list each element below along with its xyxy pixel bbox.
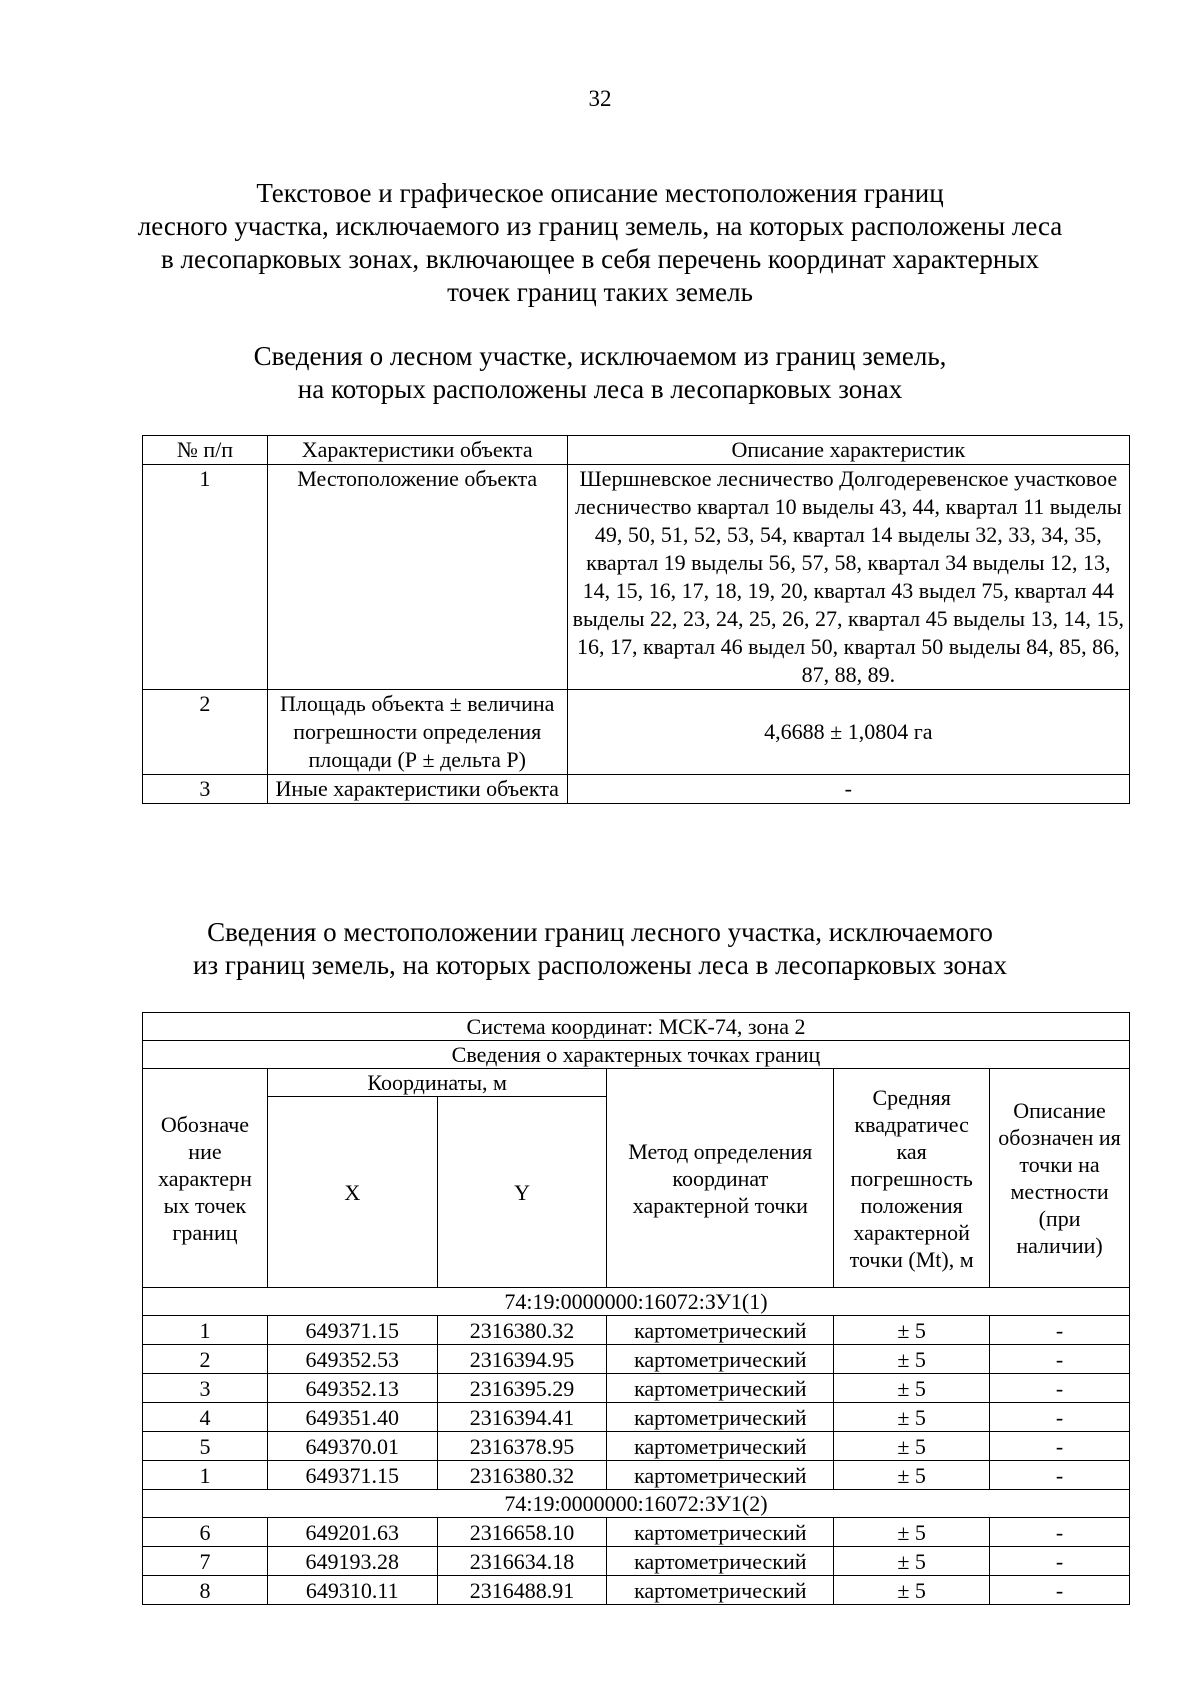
characteristic-value: Шершневское лесничество Долгодеревенское участковое лесничество квартал 10 выделы 43, 44, квартал 11 выделы 49, 50, 51, 52, 53, 54, квартал 14 выделы 32, 33, 34, 35, квартал 19 выделы 56, 57, 58, квартал 34 выделы 12, 13, 14, 15, 16, 17, 18, 19, 20, квартал 43 выдел 75, квартал 44 выделы 22, 23, 24, 25, 26, 27, квартал 45 выделы 13, 14, 15, 16, 17, квартал 46 выдел 50, квартал 50 выделы 84, 85, 86, 87, 88, 89.	[567, 465, 1129, 690]
accuracy: ± 5	[834, 1345, 990, 1374]
method: картометрический	[607, 1461, 834, 1490]
characteristic-value: 4,6688 ± 1,0804 га	[567, 690, 1129, 775]
table-row	[143, 1316, 1130, 1345]
page-number: 32	[588, 86, 612, 111]
coord-y: 2316658.10	[437, 1518, 607, 1547]
method: картометрический	[607, 1316, 834, 1345]
point-number: 6	[143, 1518, 268, 1547]
accuracy: ± 5	[834, 1316, 990, 1345]
coord-y: 2316394.41	[437, 1403, 607, 1432]
coord-x: 649352.13	[267, 1374, 437, 1403]
section-row	[143, 1288, 1130, 1316]
column-header: Описание характеристик	[567, 436, 1129, 465]
point-number: 4	[143, 1403, 268, 1432]
point-number: 8	[143, 1576, 268, 1605]
y-header: Y	[437, 1097, 607, 1288]
table-row	[143, 1345, 1130, 1374]
characteristic-name: Площадь объекта ± величина погрешности определения площади (Р ± дельта Р)	[267, 690, 567, 775]
table-row	[143, 775, 1130, 804]
accuracy: ± 5	[834, 1374, 990, 1403]
point-number: 1	[143, 1316, 268, 1345]
heading-line: Сведения о лесном участке, исключаемом из границ земель,	[253, 341, 947, 371]
points-subtitle: Сведения о характерных точках границ	[143, 1041, 1130, 1069]
point-description: -	[990, 1316, 1130, 1345]
coords-header: Координаты, м	[267, 1069, 606, 1097]
row-number: 1	[143, 465, 268, 690]
coordinate-system: Система координат: МСК-74, зона 2	[143, 1013, 1130, 1041]
point-description: -	[990, 1345, 1130, 1374]
coord-y: 2316394.95	[437, 1345, 607, 1374]
coordinates-body	[143, 1288, 1130, 1605]
method: картометрический	[607, 1518, 834, 1547]
point-description: -	[990, 1547, 1130, 1576]
accuracy: ± 5	[834, 1432, 990, 1461]
coord-y: 2316395.29	[437, 1374, 607, 1403]
table-row	[143, 1461, 1130, 1490]
table-row	[143, 465, 1130, 690]
table-row	[143, 1576, 1130, 1605]
coord-x: 649201.63	[267, 1518, 437, 1547]
coord-x: 649371.15	[267, 1461, 437, 1490]
title-line: лесного участка, исключаемого из границ земель, на которых расположены леса	[137, 211, 1063, 241]
coord-y: 2316380.32	[437, 1316, 607, 1345]
coord-x: 649310.11	[267, 1576, 437, 1605]
accuracy-header: Средняя квадратичес кая погрешность положения характерной точки (Mt), м	[834, 1069, 990, 1288]
subtitle-row	[143, 1041, 1130, 1069]
coord-y: 2316488.91	[437, 1576, 607, 1605]
coord-x: 649370.01	[267, 1432, 437, 1461]
heading-line: на которых расположены леса в лесопарковых зонах	[297, 374, 903, 404]
column-header: Характеристики объекта	[267, 436, 567, 465]
system-row	[143, 1013, 1130, 1041]
coordinates-table	[142, 1012, 1130, 1605]
point-description: -	[990, 1461, 1130, 1490]
table-header-row	[143, 436, 1130, 465]
section-row	[143, 1490, 1130, 1518]
x-header: X	[267, 1097, 437, 1288]
table-row	[143, 1432, 1130, 1461]
object-info-table	[142, 435, 1130, 804]
method: картометрический	[607, 1547, 834, 1576]
title-line: в лесопарковых зонах, включающее в себя перечень координат характерных	[160, 244, 1040, 274]
title-line: точек границ таких земель	[447, 277, 753, 307]
method: картометрический	[607, 1403, 834, 1432]
method: картометрический	[607, 1374, 834, 1403]
coord-x: 649371.15	[267, 1316, 437, 1345]
table-row	[143, 1518, 1130, 1547]
coord-x: 649351.40	[267, 1403, 437, 1432]
coord-y: 2316380.32	[437, 1461, 607, 1490]
method: картометрический	[607, 1432, 834, 1461]
table-row	[143, 1403, 1130, 1432]
characteristic-value: -	[567, 775, 1129, 804]
point-number: 2	[143, 1345, 268, 1374]
accuracy: ± 5	[834, 1403, 990, 1432]
characteristic-name: Иные характеристики объекта	[267, 775, 567, 804]
point-number: 5	[143, 1432, 268, 1461]
description-header: Описание обозначен ия точки на местности (при наличии)	[990, 1069, 1130, 1288]
point-number: 7	[143, 1547, 268, 1576]
characteristic-name: Местоположение объекта	[267, 465, 567, 690]
section2-heading	[0, 916, 1200, 982]
table-row	[143, 1547, 1130, 1576]
parcel-label: 74:19:0000000:16072:ЗУ1(2)	[143, 1490, 1130, 1518]
point-description: -	[990, 1403, 1130, 1432]
method: картометрический	[607, 1345, 834, 1374]
row-number: 2	[143, 690, 268, 775]
method: картометрический	[607, 1576, 834, 1605]
coord-x: 649193.28	[267, 1547, 437, 1576]
table-row	[143, 1374, 1130, 1403]
heading-line: из границ земель, на которых расположены леса в лесопарковых зонах	[193, 950, 1007, 980]
point-description: -	[990, 1576, 1130, 1605]
point-description: -	[990, 1432, 1130, 1461]
document-title	[0, 177, 1200, 309]
point-number: 3	[143, 1374, 268, 1403]
point-description: -	[990, 1518, 1130, 1547]
point-description: -	[990, 1374, 1130, 1403]
accuracy: ± 5	[834, 1461, 990, 1490]
coord-y: 2316378.95	[437, 1432, 607, 1461]
section1-heading	[0, 340, 1200, 406]
point-header: Обозначе ние характерн ых точек границ	[143, 1069, 268, 1288]
method-header: Метод определения координат характерной точки	[607, 1069, 834, 1288]
table-header-row	[143, 1069, 1130, 1097]
heading-line: Сведения о местоположении границ лесного участка, исключаемого	[207, 917, 993, 947]
coord-x: 649352.53	[267, 1345, 437, 1374]
accuracy: ± 5	[834, 1547, 990, 1576]
parcel-label: 74:19:0000000:16072:ЗУ1(1)	[143, 1288, 1130, 1316]
accuracy: ± 5	[834, 1576, 990, 1605]
coord-y: 2316634.18	[437, 1547, 607, 1576]
row-number: 3	[143, 775, 268, 804]
accuracy: ± 5	[834, 1518, 990, 1547]
column-header: № п/п	[143, 436, 268, 465]
title-line: Текстовое и графическое описание местоположения границ	[256, 178, 944, 208]
point-number: 1	[143, 1461, 268, 1490]
table-row	[143, 690, 1130, 775]
